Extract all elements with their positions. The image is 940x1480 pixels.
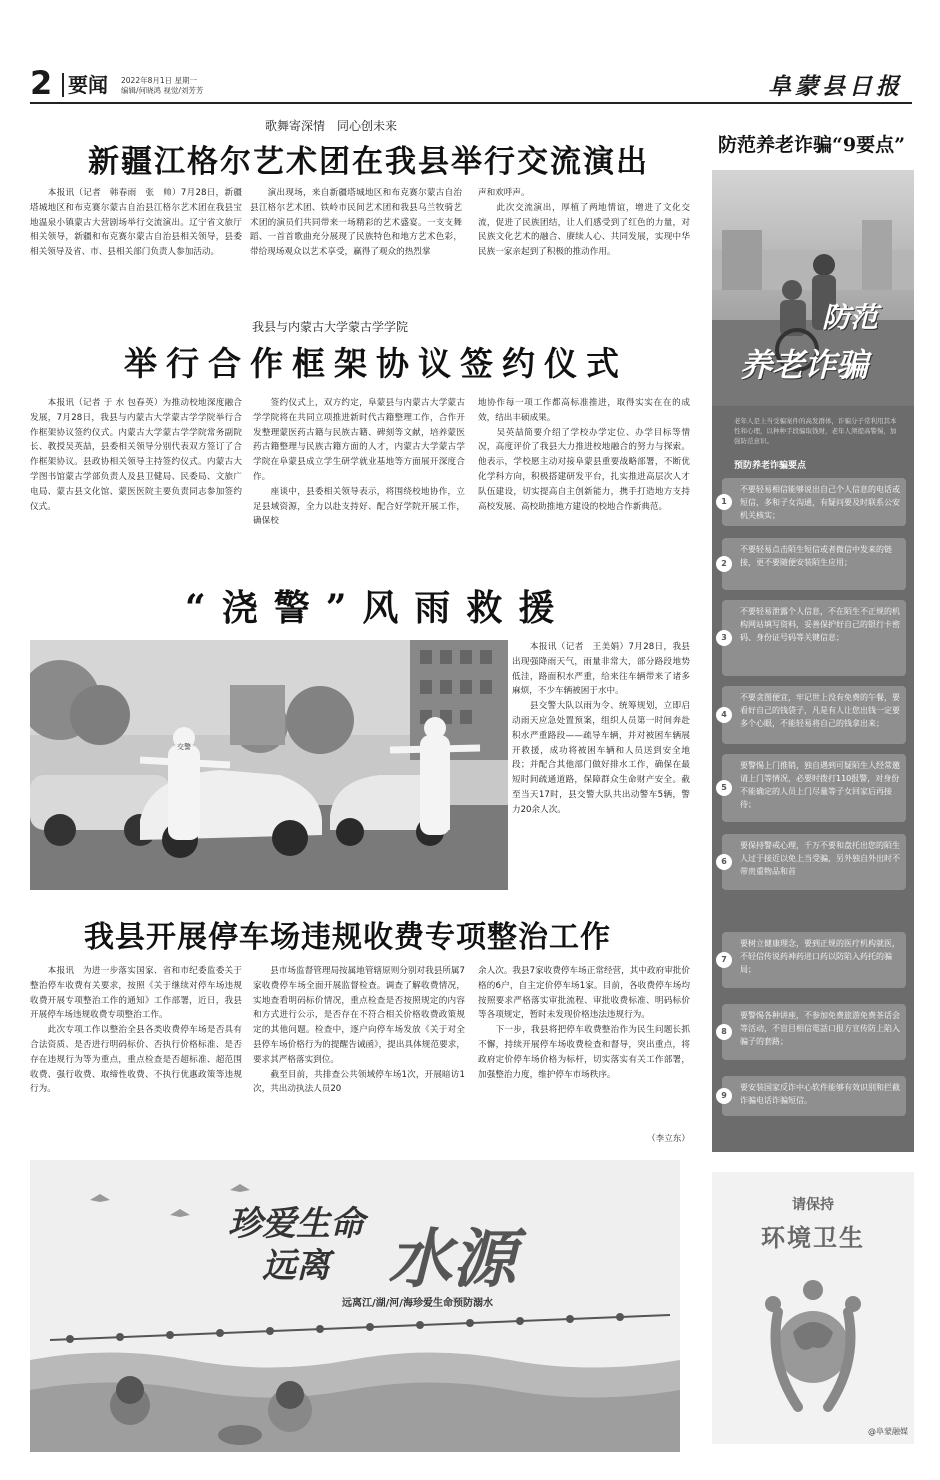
tip-item xyxy=(722,600,906,676)
water-safety-ad xyxy=(30,1160,680,1452)
env-credit: @阜蒙融媒 xyxy=(868,1427,908,1436)
article3-title: “浇警”风雨救援 xyxy=(185,587,571,629)
article1-col1: 本报讯（记者 韩春雨 张 帅）7月28日，新疆塔城地区和布克赛尔蒙古自治县江格尔艺术团在我县宝地温泉小镇蒙古大营剧场举行交流演出。辽宁省文旅厅相关领导，新疆和布克赛尔蒙古自治县相关领导，县委相关领导及省、市、县相关部门负责人参加活动。 xyxy=(30,188,242,258)
tip-item xyxy=(722,834,906,890)
header-rule xyxy=(30,102,912,104)
panel-intro: 老年人是上当受骗案件的高发群体，诈骗分子常利用其本性和心理，以种种手段骗取钱财，老年人须提高警惕，加强防范意识。 xyxy=(734,417,897,445)
paper-logo: 阜蒙县日报 xyxy=(768,73,903,100)
tip-item xyxy=(722,754,906,822)
poster-word-2: 养老诈骗 xyxy=(740,346,869,384)
globe-people-icon xyxy=(758,1272,868,1422)
env-line1: 请保持 xyxy=(792,1197,834,1213)
article4-col1: 本报讯 为进一步落实国家、省和市纪委监委关于整治停车收费有关要求，按照《关于继续对停车场违规收费开展专项整治工作的通知》工作部署，近日，我县开展停车场违规收费专项整治工作。 此次专项工作以整治全县各类收费停车场是否具有合法资质、是否进行明码标价、否执行价格标准、是否存在违规行为等为重点，重点检查是否超标准、超范围收费、强行收费、取缔性收费、不执行优惠政策等违规行为。 xyxy=(30,966,242,1095)
ad-slogan: 远离江/湖/河/海珍爱生命预防溺水 xyxy=(342,1298,493,1309)
tip-number: 9 xyxy=(716,1088,732,1104)
vest-label: 交警 xyxy=(177,743,191,751)
sidebar-title: 防范养老诈骗“9要点” xyxy=(718,134,906,156)
poster-image xyxy=(712,170,914,406)
article3-body: 本报讯（记者 王美娟）7月28日，我县出现强降雨天气，雨量非常大，部分路段地势低洼，路面积水严重，给来往车辆带来了诸多麻烦，不少车辆被困于水中。 县交警大队以雨为令、统筹规划，立即启动雨天应急处置预案，组织人员第一时间奔赴积水严重路段——疏导车辆，并对被困车辆展开救援，成功将被困车辆和人员送到安全地段；并配合其他部门做好排水工作，确保在最短时间疏通道路，保障群众生命财产安全。截至当天17时，县交警大队共出动警车5辆，警力20余人次。 xyxy=(512,642,690,815)
tip-item xyxy=(722,1004,906,1060)
tip-number: 8 xyxy=(716,1024,732,1040)
ad-line1: 珍爱生命 xyxy=(228,1204,364,1244)
environment-ad xyxy=(712,1172,914,1444)
tip-item xyxy=(722,932,906,988)
tip-text: 不要轻易相信能够说出自己个人信息的电话或短信，多和子女沟通，有疑问要及时联系公安机关核实； xyxy=(740,485,900,520)
article1-col3: 声和欢呼声。 此次交流演出，厚植了两地情谊，增进了文化交流，促进了民族团结，让人们感受到了红色的力量，对民族文化艺术的融合、赓续人心、共同发展，实现中华民族一家亲起到了积极的推动作用。 xyxy=(478,188,690,258)
article4-col3: 余人次。我县7家收费停车场正常经营，其中政府审批价格的6户，自主定价停车场1家。目前，各收费停车场均按照要求严格落实审批流程、审批收费标准、明码标价等各项规定，暂时未发现价格违法违规行为。 下一步，我县将把停车收费整治作为民生问题长抓不懈，持续开展停车场收费检查和督导，突出重点，将政府定价停车场价格为标杆，切实落实有关工作部署，加强整治力度，维护停车市场秩序。 xyxy=(478,966,690,1080)
section-name: 要闻 xyxy=(62,73,108,97)
article4-col2: 县市场监督管理局按属地管辖原则分别对我县所属7家收费停车场全面开展监督检查。调查了解收费情况，实地查看明码标价情况，重点检查是否按照规定的内容和方式进行公示，是否存在不符合相关价格收费政策规定的其他问题。检查中，逐户向停车场发放《关于对全县停车场价格行为的提醒告诫函》，提出具体规范要求，要求其严格落实到位。 截至目前，共排查公共领域停车场1次，开展暗访1次，共出动执法人员20 xyxy=(253,966,465,1095)
tip-number: 1 xyxy=(716,494,732,510)
tip-number: 2 xyxy=(716,556,732,572)
date-block xyxy=(121,76,203,96)
article2-col1: 本报讯（记者 于 水 包春英）为推动校地深度融合发展，7月28日，我县与内蒙古大学蒙古学学院举行合作框架协议签约仪式。内蒙古大学蒙古学学院常务副院长、教授吴英喆，县委相关领导分别代表双方签订了合作框架协议。县政协相关领导主持签约仪式。内蒙古大学图书馆蒙古学部负责人及县卫健局、民委局、文旅广电局、蒙古县文化馆、蒙医医院主要负责同志参加签约仪式。 xyxy=(30,398,242,512)
article4-byline: （李立东） xyxy=(647,1134,690,1144)
tip-number: 4 xyxy=(716,707,732,723)
tip-item xyxy=(722,478,906,526)
tip-text: 不要轻易泄露个人信息，不在陌生不正规的机构网站填写资料，妥善保护好自己的银行卡密码、身份证号码等关键信息； xyxy=(740,607,900,642)
article1-col2: 演出现场，来自新疆塔城地区和布克赛尔蒙古自治县江格尔艺术团、铁岭市民间艺术团和我县乌兰牧骑艺术团的演员们共同带来一场精彩的艺术盛宴。一支支舞蹈、一首首歌曲充分展现了民族特色和地方艺术色彩，带给现场观众以艺术享受，赢得了观众的热烈掌 xyxy=(250,188,462,258)
page-number: 2 xyxy=(30,64,53,102)
tip-number: 7 xyxy=(716,952,732,968)
editor-line: 编辑/何晓鸿 视觉/刘芳芳 xyxy=(121,86,204,95)
tip-text: 要警惕上门推销，独自遇到可疑陌生人经常邀请上门等情况，必要时拨打110报警，对身份不能确定的人员上门尽量等子女回家后再接待； xyxy=(740,761,900,809)
rain-scene-illustration xyxy=(30,640,508,890)
poster-word-1: 防范 xyxy=(822,301,879,334)
tip-text: 要保持警戒心理，千万不要和盘托出您的陌生人过于接近以免上当受骗，另外独自外出时不带贵重物品和首 xyxy=(740,841,900,876)
env-line2: 环境卫生 xyxy=(761,1224,865,1252)
ad-line2: 远离 xyxy=(262,1246,330,1286)
article2-title: 举行合作框架协议签约仪式 xyxy=(124,344,628,383)
tip-text: 要树立健康理念，要到正规的医疗机构就医，不轻信传说药神药进口药以防陷入药托的骗局； xyxy=(740,939,900,974)
tip-text: 要安装国家反诈中心软件能够有效识别和拦截诈骗电话诈骗短信。 xyxy=(740,1083,900,1105)
tip-number: 5 xyxy=(716,780,732,796)
article2-col3: 地协作每一项工作都高标准推进，取得实实在在的成效，结出丰硕成果。 吴英喆简要介绍了学校办学定位、办学目标等情况，高度评价了我县大力推进校地融合的努力与探索。他表示，学校愿主动对接阜蒙县重要战略部署，不断优化学科方向，积极搭建研发平台，扎实推进高层次人才队伍建设，切实提高自主创新能力，携手打造地方支持高校发展、高校助推地方建设的校地合作新典范。 xyxy=(478,398,690,512)
tip-text: 不要轻易点击陌生短信或者微信中发来的链接，更不要随便安装陌生应用； xyxy=(740,545,892,567)
rain-rescue-photo xyxy=(30,640,508,890)
tip-item xyxy=(722,686,906,744)
date-line: 2022年8月1日 星期一 xyxy=(121,76,198,85)
anti-fraud-panel xyxy=(712,170,914,1152)
article1-title: 新疆江格尔艺术团在我县举行交流演出 xyxy=(88,144,649,180)
tip-item xyxy=(722,538,906,590)
tip-text: 不要贪图便宜，牢记世上没有免费的午餐，要看好自己的钱袋子，凡是有人让您出钱一定要多个心眼，不能轻易将自己的钱拿出来； xyxy=(740,693,900,728)
tip-item xyxy=(722,1076,906,1116)
article1-kicker: 歌舞寄深情 同心创未来 xyxy=(265,119,398,133)
tip-number: 6 xyxy=(716,854,732,870)
ad-big-word: 水源 xyxy=(388,1223,516,1297)
panel-section-label: 预防养老诈骗要点 xyxy=(734,461,807,471)
tip-number: 3 xyxy=(716,630,732,646)
article4-title: 我县开展停车场违规收费专项整治工作 xyxy=(84,920,611,955)
article2-kicker: 我县与内蒙古大学蒙古学学院 xyxy=(252,320,409,334)
article2-col2: 签约仪式上，双方约定，阜蒙县与内蒙古大学蒙古学学院将在共同立项推进新时代古籍整理工作，合作开发整理蒙医药古籍与民族古籍、碑刻等文献，培养蒙医药古籍整理与民族古籍方面的人才，内蒙古大学蒙古学学院在阜蒙县成立学生研学就业基地等方面展开深度合作。 座谈中，县委相关领导表示，将围绕校地协作，立足县域资源，全力以赴支持好、配合好学院开展工作，确保校 xyxy=(253,398,465,527)
tip-text: 要警惕各种讲座，不参加免费旅游免费茶话会等活动，不盲目相信電話口报方宣传防上陷入骗子的套路； xyxy=(740,1011,900,1046)
